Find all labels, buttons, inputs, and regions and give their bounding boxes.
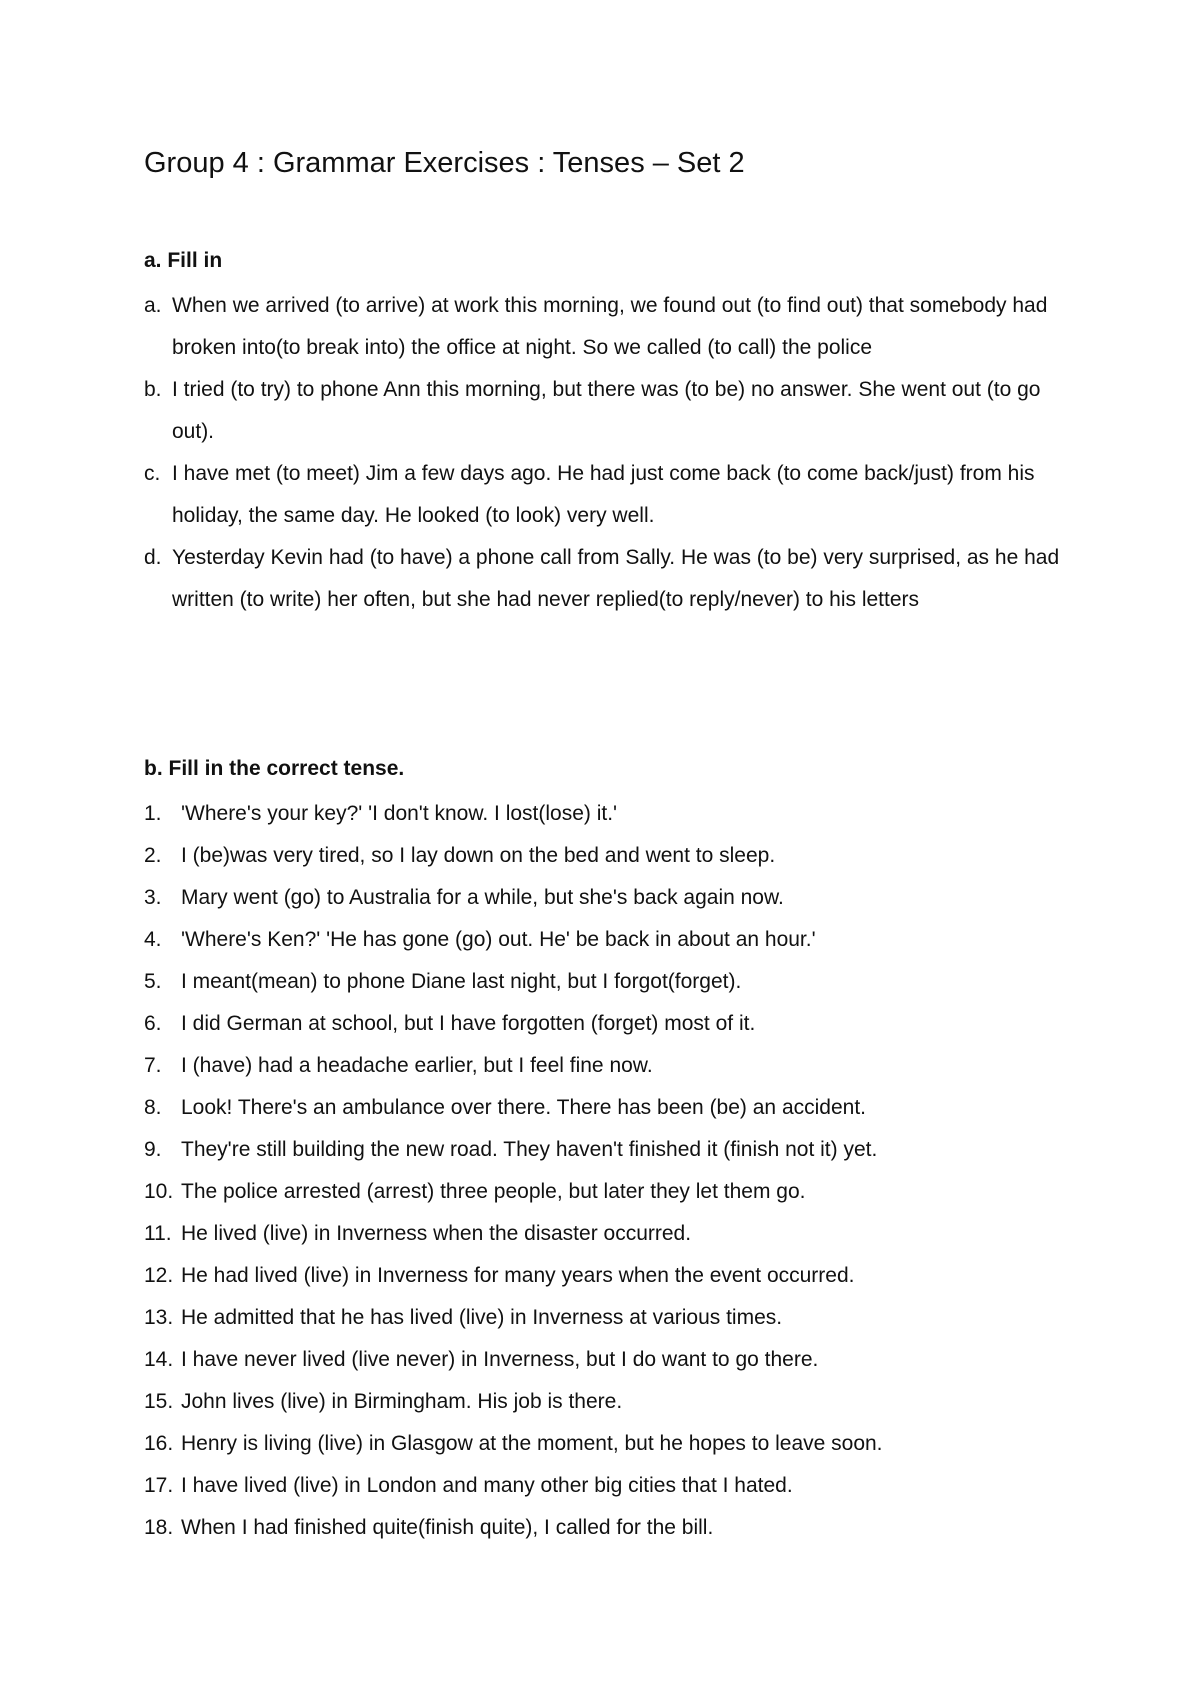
section-correct-tense <box>144 752 1064 1549</box>
list-item <box>144 1129 1064 1171</box>
section-heading: b. Fill in the correct tense. <box>144 757 405 780</box>
item-marker: 4. <box>144 928 162 951</box>
item-marker: 12. <box>144 1264 174 1287</box>
section-fill-in <box>144 244 1064 621</box>
item-text: They're still building the new road. They haven't finished it (finish not it) yet. <box>181 1138 878 1161</box>
list-item <box>144 369 1064 453</box>
item-marker: 2. <box>144 844 162 867</box>
item-marker: c. <box>144 462 161 485</box>
item-text: Mary went (go) to Australia for a while, but she's back again now. <box>181 886 784 909</box>
list-item <box>144 537 1064 621</box>
item-marker: 14. <box>144 1348 174 1371</box>
list-item <box>144 1297 1064 1339</box>
item-marker: 6. <box>144 1012 162 1035</box>
item-marker: 9. <box>144 1138 162 1161</box>
item-marker: 1. <box>144 802 162 825</box>
item-text: I meant(mean) to phone Diane last night, but I forgot(forget). <box>181 970 742 993</box>
list-item <box>144 793 1064 835</box>
list-item <box>144 1087 1064 1129</box>
item-text: I have lived (live) in London and many other big cities that I hated. <box>181 1474 793 1497</box>
list-item <box>144 919 1064 961</box>
list-item <box>144 1423 1064 1465</box>
item-marker: 10. <box>144 1180 174 1203</box>
list-item <box>144 877 1064 919</box>
item-text: John lives (live) in Birmingham. His job is there. <box>181 1390 623 1413</box>
item-marker: 3. <box>144 886 162 909</box>
item-text: He admitted that he has lived (live) in Inverness at various times. <box>181 1306 783 1329</box>
item-text: Look! There's an ambulance over there. There has been (be) an accident. <box>181 1096 866 1119</box>
exercise-list <box>144 285 1064 621</box>
list-item <box>144 1381 1064 1423</box>
list-item <box>144 453 1064 537</box>
item-text: I have never lived (live never) in Inverness, but I do want to go there. <box>181 1348 819 1371</box>
item-text: I tried (to try) to phone Ann this morning, but there was (to be) no answer. She went out (to go out). <box>172 378 1041 443</box>
item-text: 'Where's your key?' 'I don't know. I lost(lose) it.' <box>181 802 618 825</box>
exercise-list <box>144 793 1064 1549</box>
list-item <box>144 961 1064 1003</box>
item-marker: 17. <box>144 1474 174 1497</box>
item-marker: 5. <box>144 970 162 993</box>
list-item <box>144 1507 1064 1549</box>
item-text: When I had finished quite(finish quite), I called for the bill. <box>181 1516 714 1539</box>
item-text: I (have) had a headache earlier, but I feel fine now. <box>181 1054 653 1077</box>
item-text: I (be)was very tired, so I lay down on the bed and went to sleep. <box>181 844 776 867</box>
item-marker: 7. <box>144 1054 162 1077</box>
section-heading: a. Fill in <box>144 249 223 272</box>
list-item <box>144 1339 1064 1381</box>
item-text: 'Where's Ken?' 'He has gone (go) out. He' be back in about an hour.' <box>181 928 816 951</box>
item-marker: 8. <box>144 1096 162 1119</box>
item-marker: 13. <box>144 1306 174 1329</box>
list-item <box>144 1171 1064 1213</box>
item-marker: b. <box>144 378 162 401</box>
page-title: Group 4 : Grammar Exercises : Tenses – Set 2 <box>144 147 745 179</box>
item-text: When we arrived (to arrive) at work this morning, we found out (to find out) that somebody had broken into(to break into) the office at night. So we called (to call) the police <box>172 294 1048 359</box>
item-marker: 11. <box>144 1222 172 1245</box>
item-marker: a. <box>144 294 162 317</box>
item-text: I have met (to meet) Jim a few days ago. He had just come back (to come back/just) from his holiday, the same day. He looked (to look) very well. <box>172 462 1035 527</box>
item-text: The police arrested (arrest) three people, but later they let them go. <box>181 1180 806 1203</box>
list-item <box>144 1213 1064 1255</box>
item-text: Henry is living (live) in Glasgow at the moment, but he hopes to leave soon. <box>181 1432 883 1455</box>
item-text: I did German at school, but I have forgotten (forget) most of it. <box>181 1012 756 1035</box>
list-item <box>144 835 1064 877</box>
item-text: He lived (live) in Inverness when the disaster occurred. <box>181 1222 692 1245</box>
list-item <box>144 1003 1064 1045</box>
item-text: Yesterday Kevin had (to have) a phone call from Sally. He was (to be) very surprised, as he had written (to write) her often, but she had never replied(to reply/never) to his letters <box>172 546 1060 611</box>
item-marker: d. <box>144 546 162 569</box>
item-marker: 16. <box>144 1432 174 1455</box>
list-item <box>144 285 1064 369</box>
item-marker: 18. <box>144 1516 174 1539</box>
list-item <box>144 1465 1064 1507</box>
list-item <box>144 1045 1064 1087</box>
list-item <box>144 1255 1064 1297</box>
item-text: He had lived (live) in Inverness for many years when the event occurred. <box>181 1264 855 1287</box>
item-marker: 15. <box>144 1390 174 1413</box>
